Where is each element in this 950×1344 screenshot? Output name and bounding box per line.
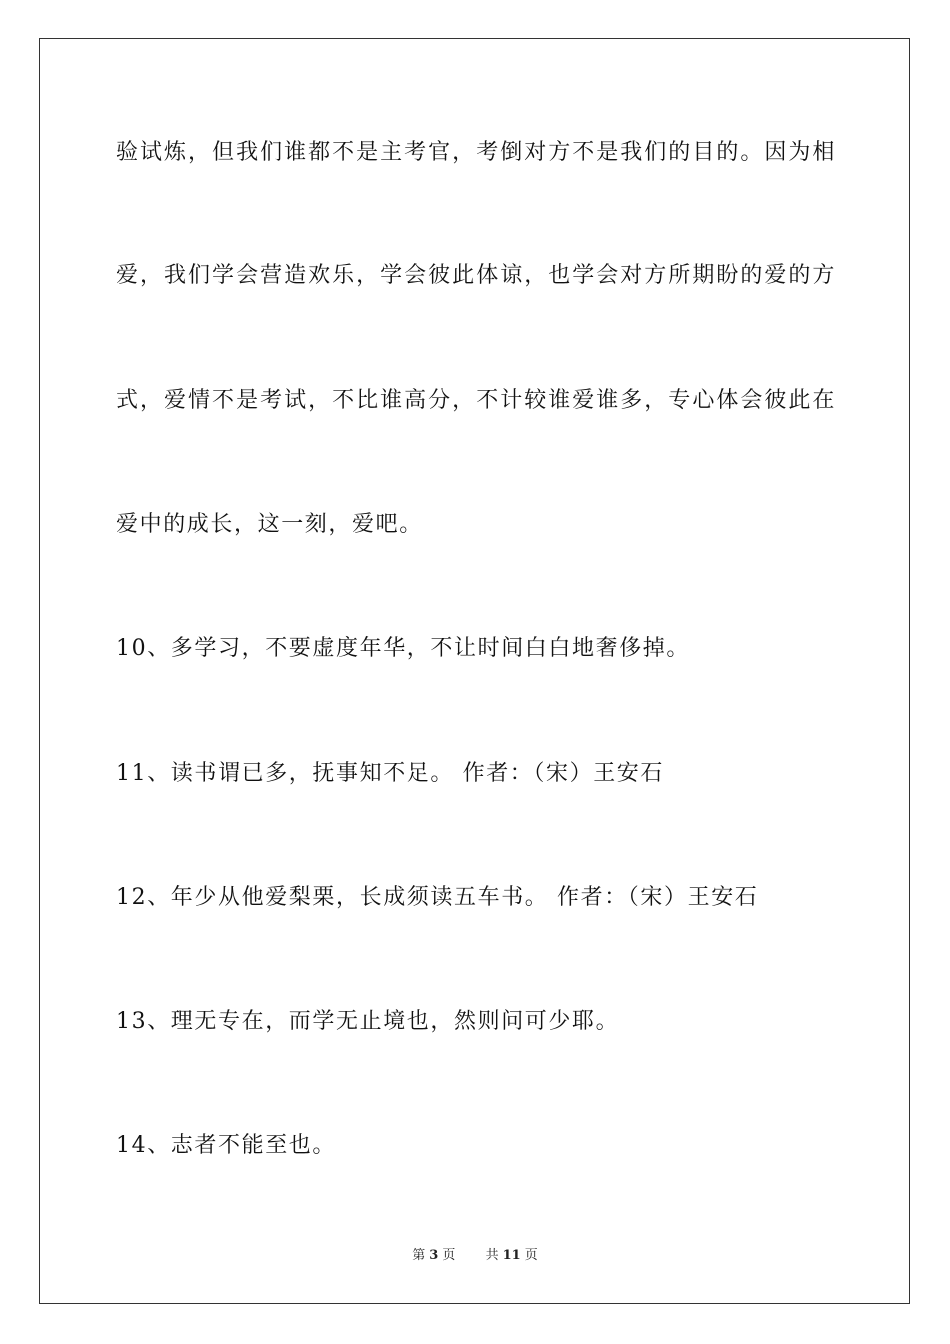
footer-page-number: 3 [429, 1248, 439, 1263]
quote-item-14: 14、志者不能至也。 [116, 1133, 336, 1158]
footer-total-number: 11 [502, 1248, 521, 1263]
footer-total-prefix: 共 [485, 1248, 499, 1263]
paragraph-line-1: 验试炼，但我们谁都不是主考官，考倒对方不是我们的目的。因为相 [116, 140, 836, 165]
paragraph-line-4: 爱中的成长，这一刻，爱吧。 [116, 512, 423, 537]
paragraph-line-3: 式，爱情不是考试，不比谁高分，不计较谁爱谁多，专心体会彼此在 [116, 388, 836, 413]
paragraph-line-2: 爱，我们学会营造欢乐，学会彼此体谅，也学会对方所期盼的爱的方 [116, 263, 836, 288]
footer-page-suffix: 页 [442, 1248, 456, 1263]
footer-page-prefix: 第 [412, 1248, 426, 1263]
quote-item-11: 11、读书谓已多，抚事知不足。 作者：（宋）王安石 [116, 761, 664, 786]
page-border [39, 38, 910, 1304]
quote-item-12: 12、年少从他爱梨栗，长成须读五车书。 作者：（宋）王安石 [116, 885, 759, 910]
quote-item-10: 10、多学习，不要虚度年华，不让时间白白地奢侈掉。 [116, 636, 690, 661]
quote-item-13: 13、理无专在，而学无止境也，然则问可少耶。 [116, 1009, 620, 1034]
page-footer [0, 1247, 950, 1265]
footer-total-suffix: 页 [524, 1248, 538, 1263]
